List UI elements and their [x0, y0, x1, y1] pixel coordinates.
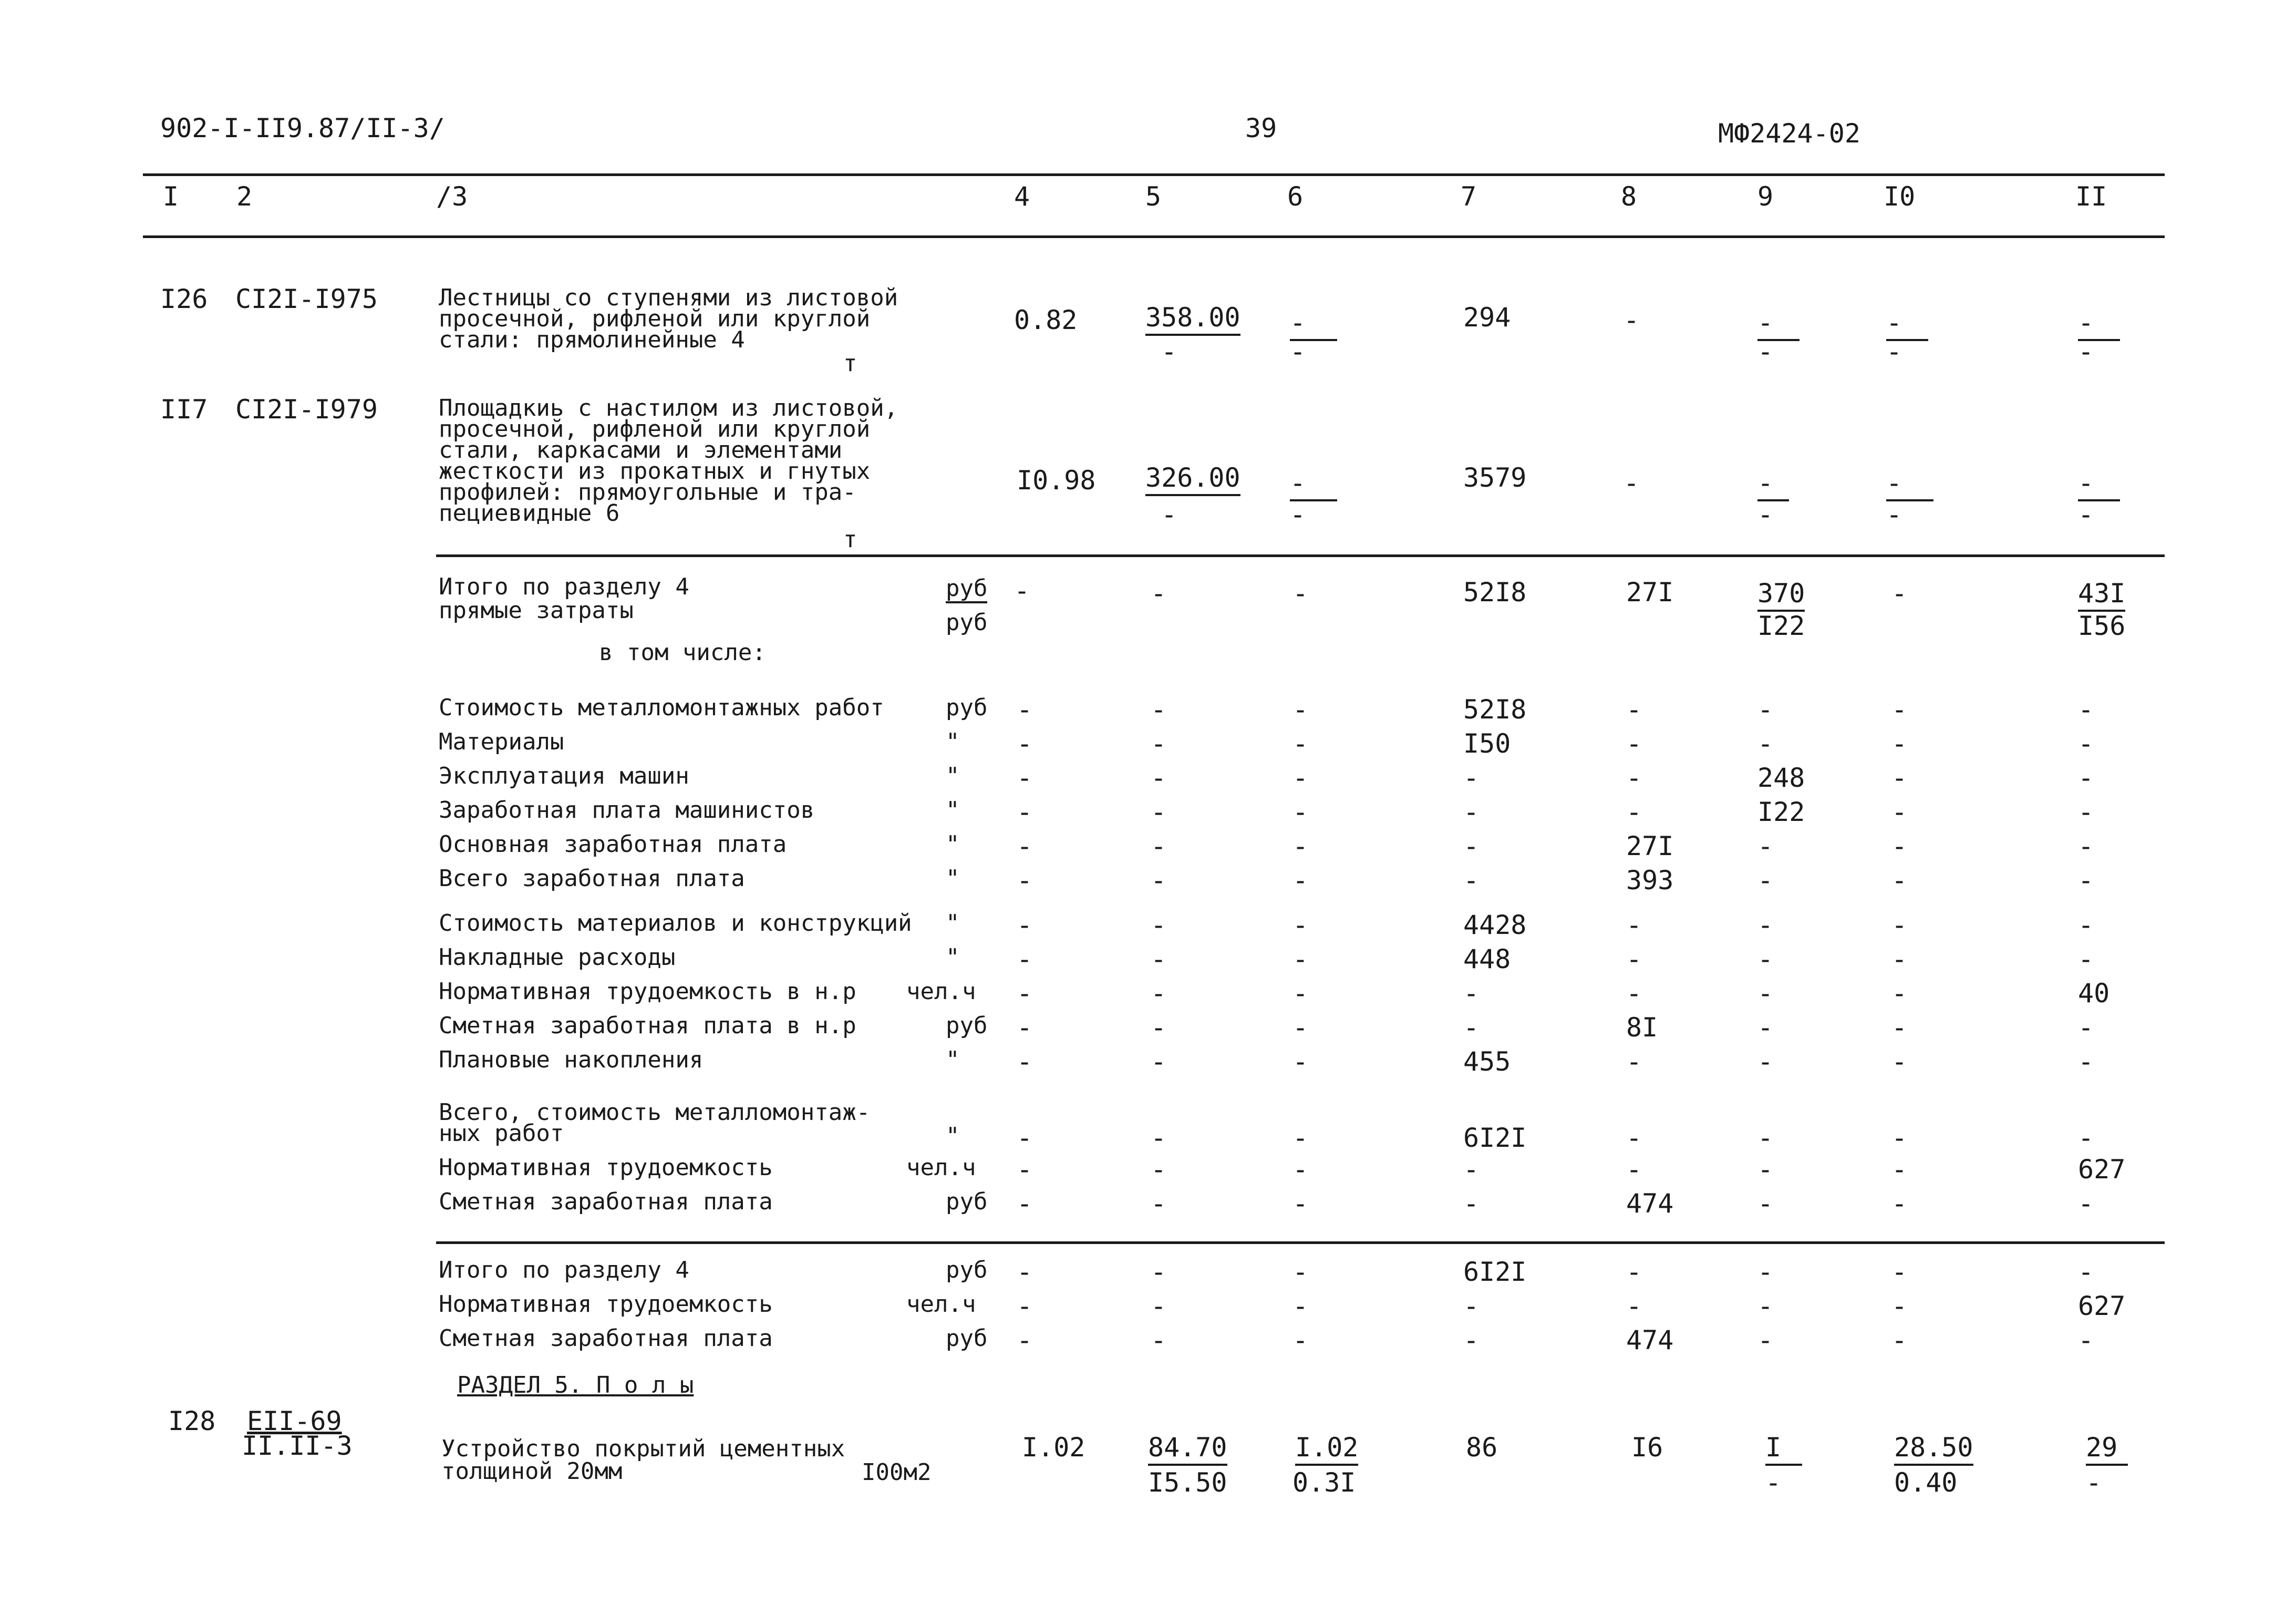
cell-c7: -	[1463, 1325, 1480, 1355]
subtotal-incl: в том числе:	[599, 639, 766, 666]
cell-c5: -	[1151, 797, 1167, 827]
cell-c9: -	[1757, 831, 1774, 861]
cell-c5: -	[1151, 1012, 1167, 1043]
cell-c9: -	[1757, 1123, 1774, 1153]
cell-c9: -	[1757, 1188, 1774, 1219]
cell-c11: 40	[2078, 978, 2110, 1009]
row-label: Стоимость металломонтажных работ	[439, 694, 884, 721]
cell-c10: -	[1891, 1325, 1908, 1355]
cell-c9: -	[1757, 1046, 1774, 1077]
cell-c10: -	[1886, 307, 1928, 341]
row-label: Заработная плата машинистов	[439, 797, 815, 824]
cell-c4: -	[1017, 978, 1033, 1009]
cell-c9: -	[1757, 910, 1774, 940]
cell-c4: -	[1017, 944, 1033, 974]
row-label: Материалы	[439, 728, 564, 755]
row-unit: руб	[946, 1012, 988, 1039]
cell-c4: I.02	[1022, 1432, 1085, 1463]
cell-c4: -	[1017, 910, 1033, 940]
cell-c11-sub: -	[2078, 336, 2094, 367]
cell-c8: -	[1626, 978, 1642, 1009]
item-description: Устройство покрытий цементных	[441, 1435, 845, 1462]
cell-c6: -	[1292, 865, 1309, 896]
cell-c7: 294	[1463, 302, 1511, 333]
cell-c6: -	[1292, 797, 1309, 827]
cell-c11: -	[2078, 307, 2120, 341]
row-unit: чел.ч	[906, 1154, 976, 1181]
cell-c6: -	[1292, 728, 1309, 759]
col-3: /3	[436, 181, 468, 212]
cell-c4: -	[1014, 575, 1030, 606]
cell-c5: -	[1151, 865, 1167, 896]
row-unit: чел.ч	[906, 978, 976, 1005]
cell-c9: -	[1757, 468, 1789, 501]
row-unit: "	[946, 831, 960, 858]
cell-c10: -	[1891, 763, 1908, 793]
cell-c8: -	[1623, 305, 1640, 335]
cell-c6: -	[1292, 978, 1309, 1009]
cell-c9: I22	[1757, 797, 1805, 827]
cell-c8: -	[1626, 1291, 1642, 1321]
cell-c10: -	[1891, 728, 1908, 759]
cell-c9-sub: -	[1757, 336, 1774, 367]
row-label: Сметная заработная плата	[439, 1188, 773, 1215]
row-label: Стоимость материалов и конструкций	[439, 910, 912, 937]
cell-c10: -	[1886, 468, 1933, 501]
cell-c11: -	[2078, 763, 2094, 793]
row-unit: руб	[946, 1188, 988, 1215]
row-label: Плановые накопления	[439, 1046, 704, 1073]
col-5: 5	[1145, 181, 1162, 212]
item-code: EII-69	[247, 1406, 342, 1436]
cell-c4: -	[1017, 763, 1033, 793]
item-unit: т	[843, 350, 857, 377]
item-number: II7	[160, 394, 208, 425]
cell-c6: -	[1292, 578, 1309, 609]
cell-c5: -	[1151, 944, 1167, 974]
cell-c9: -	[1757, 728, 1774, 759]
cell-c11-sub: I56	[2078, 611, 2126, 641]
item-description: Площадкиь с настилом из листовой,	[439, 395, 898, 422]
cell-c7: 86	[1466, 1432, 1498, 1463]
cell-c11: -	[2078, 831, 2094, 861]
cell-c6: -	[1292, 944, 1309, 974]
cell-c8: -	[1626, 1123, 1642, 1153]
cell-c6: -	[1290, 468, 1337, 501]
item-description: стали, каркасами и элементами	[439, 437, 843, 464]
row-label: Итого по разделу 4	[439, 1257, 689, 1283]
cell-c4: -	[1017, 1325, 1033, 1355]
cell-c10: -	[1891, 694, 1908, 725]
row-label: Нормативная трудоемкость	[439, 1291, 773, 1318]
item-description: просечной, рифленой или круглой	[439, 416, 871, 443]
cell-c10-sub: 0.40	[1894, 1467, 1958, 1498]
cell-c9: -	[1757, 944, 1774, 974]
cell-c9: 248	[1757, 763, 1805, 793]
item-description: толщиной 20мм	[441, 1458, 623, 1485]
cell-c7: 3579	[1463, 462, 1527, 493]
cell-c7: 52I8	[1463, 577, 1527, 608]
cell-c7: 52I8	[1463, 694, 1527, 725]
cell-c6-sub: 0.3I	[1292, 1467, 1356, 1498]
cell-c10: -	[1891, 1257, 1908, 1287]
cell-c7: -	[1463, 763, 1480, 793]
cell-c7: -	[1463, 1154, 1480, 1185]
cell-c8: -	[1626, 944, 1642, 974]
cell-c11: -	[2078, 865, 2094, 896]
cell-c10: -	[1891, 1291, 1908, 1321]
cell-c8: -	[1626, 694, 1642, 725]
row-unit: "	[946, 910, 960, 937]
cell-c11: -	[2078, 910, 2094, 940]
cell-c9: I	[1765, 1432, 1802, 1466]
row-label: Всего заработная плата	[439, 865, 745, 892]
cell-c11: -	[2078, 1188, 2094, 1219]
row-unit: руб	[946, 694, 988, 721]
cell-c11: 627	[2078, 1291, 2126, 1321]
cell-c9: -	[1757, 1325, 1774, 1355]
cell-c8: I6	[1631, 1432, 1663, 1463]
cell-c6: -	[1292, 1046, 1309, 1077]
cell-c8: 474	[1626, 1325, 1674, 1355]
item-number: I28	[168, 1406, 216, 1436]
cell-c7: 6I2I	[1463, 1123, 1527, 1153]
cell-c9: -	[1757, 1154, 1774, 1185]
item-description: Лестницы со ступенями из листовой	[439, 284, 898, 311]
page-number: 39	[1245, 113, 1277, 143]
row-label: Всего, стоимость металломонтаж-	[439, 1099, 871, 1126]
cell-c5: -	[1151, 578, 1167, 609]
table-top-rule	[143, 173, 2165, 176]
cell-c5: -	[1151, 1123, 1167, 1153]
cell-c8: -	[1626, 1046, 1642, 1077]
cell-c5: -	[1151, 1046, 1167, 1077]
cell-c6: -	[1292, 1123, 1309, 1153]
cell-c11: -	[2078, 1046, 2094, 1077]
cell-c10: -	[1891, 578, 1908, 609]
cell-c7: I50	[1463, 728, 1511, 759]
cell-c10: -	[1891, 1154, 1908, 1185]
cell-c5: -	[1151, 1257, 1167, 1287]
cell-c9-sub: -	[1757, 499, 1774, 530]
cell-c8: -	[1626, 763, 1642, 793]
cell-c8: -	[1626, 1154, 1642, 1185]
cell-c11: -	[2078, 694, 2094, 725]
cell-c11: -	[2078, 1123, 2094, 1153]
cell-c9: -	[1757, 1012, 1774, 1043]
cell-c6: -	[1292, 1154, 1309, 1185]
item-description: жесткости из прокатных и гнутых	[439, 458, 871, 485]
cell-c8: -	[1626, 1257, 1642, 1287]
item-unit: I00м2	[862, 1459, 932, 1486]
cell-c11: -	[2078, 728, 2094, 759]
cell-c11: -	[2078, 1012, 2094, 1043]
col-6: 6	[1287, 181, 1304, 212]
row-label: Накладные расходы	[439, 944, 676, 971]
cell-c7: -	[1463, 1291, 1480, 1321]
cell-c7: 455	[1463, 1046, 1511, 1077]
cell-c11-sub: -	[2086, 1467, 2102, 1498]
cell-c10-sub: -	[1886, 499, 1902, 530]
cell-c8: -	[1626, 910, 1642, 940]
subtotal-label: Итого по разделу 4	[439, 573, 689, 600]
cell-c8: -	[1626, 797, 1642, 827]
cell-c11-sub: -	[2078, 499, 2094, 530]
cell-c11: -	[2078, 1325, 2094, 1355]
cell-c10: -	[1891, 1012, 1908, 1043]
cell-c5: -	[1151, 1325, 1167, 1355]
subtotal-rule	[436, 554, 2165, 557]
cell-c6-sub: -	[1290, 499, 1306, 530]
cell-c9-sub: -	[1765, 1467, 1782, 1498]
cell-c11: -	[2078, 944, 2094, 974]
subtotal-unit: руб	[946, 577, 987, 603]
cell-c7: -	[1463, 797, 1480, 827]
cell-c4: -	[1017, 865, 1033, 896]
cell-c6: -	[1290, 307, 1337, 341]
document-code: 902-I-II9.87/II-3/	[160, 113, 445, 143]
cell-c4: -	[1017, 1012, 1033, 1043]
col-2: 2	[236, 181, 253, 212]
cell-c6: -	[1292, 1257, 1309, 1287]
col-8: 8	[1621, 181, 1637, 212]
cell-c10: -	[1891, 944, 1908, 974]
cell-c8: 27I	[1626, 577, 1674, 608]
cell-c5: 326.00	[1145, 462, 1240, 496]
row-unit: руб	[946, 1325, 988, 1352]
row-unit: "	[946, 728, 960, 755]
cell-c5: -	[1151, 1188, 1167, 1219]
cell-c10: -	[1891, 797, 1908, 827]
cell-c11: 627	[2078, 1154, 2126, 1185]
cell-c5: -	[1151, 910, 1167, 940]
row-label: Сметная заработная плата	[439, 1325, 773, 1352]
cell-c5: 84.70	[1148, 1432, 1227, 1466]
cell-c7: -	[1463, 865, 1480, 896]
cell-c6: -	[1292, 694, 1309, 725]
cell-c4: -	[1017, 797, 1033, 827]
col-9: 9	[1757, 181, 1774, 212]
document-stamp: МФ2424-02	[1718, 118, 1860, 149]
cell-c7: 6I2I	[1463, 1257, 1527, 1287]
item-description: стали: прямолинейные 4	[439, 326, 745, 353]
row-unit: "	[946, 763, 960, 789]
cell-c9: -	[1757, 1291, 1774, 1321]
cell-c9: -	[1757, 1257, 1774, 1287]
cell-c6: -	[1292, 1291, 1309, 1321]
cell-c9: 370	[1757, 578, 1805, 612]
item-code: II.II-3	[242, 1431, 353, 1461]
item-code: CI2I-I975	[235, 284, 378, 314]
cell-c4: -	[1017, 1291, 1033, 1321]
row-label: ных работ	[439, 1120, 564, 1147]
row-unit: руб	[946, 1257, 988, 1283]
cell-c4: -	[1017, 1154, 1033, 1185]
cell-c7: -	[1463, 1012, 1480, 1043]
row-unit: "	[946, 797, 960, 824]
cell-c7: -	[1463, 831, 1480, 861]
item-description: профилей: прямоугольные и тра-	[439, 479, 856, 506]
cell-c4: -	[1017, 1046, 1033, 1077]
cell-c4: -	[1017, 1257, 1033, 1287]
row-unit: "	[946, 1123, 960, 1149]
col-4: 4	[1014, 181, 1030, 212]
col-11: II	[2075, 181, 2107, 212]
item-number: I26	[160, 284, 208, 314]
cell-c6: -	[1292, 1012, 1309, 1043]
row-label: Эксплуатация машин	[439, 763, 689, 789]
row-label: Нормативная трудоемкость в н.р	[439, 978, 856, 1005]
cell-c9: -	[1757, 865, 1774, 896]
cell-c5: -	[1151, 978, 1167, 1009]
cell-c5: -	[1151, 763, 1167, 793]
cell-c6: -	[1292, 831, 1309, 861]
cell-c9: -	[1757, 307, 1799, 341]
col-7: 7	[1461, 181, 1477, 212]
cell-c8: 474	[1626, 1188, 1674, 1219]
cell-c10: -	[1891, 1188, 1908, 1219]
cell-c10-sub: -	[1886, 336, 1902, 367]
cell-c11: 43I	[2078, 578, 2125, 612]
cell-c7: 4428	[1463, 910, 1527, 940]
cell-c6: -	[1292, 910, 1309, 940]
cell-c8: 8I	[1626, 1012, 1658, 1043]
cell-c11: 29	[2086, 1432, 2128, 1466]
cell-c7: -	[1463, 978, 1480, 1009]
cell-c5-sub: -	[1161, 336, 1177, 367]
cell-c4: 0.82	[1014, 305, 1078, 335]
row-unit: "	[946, 865, 960, 892]
cell-c9-sub: I22	[1757, 611, 1805, 641]
cell-c5: -	[1151, 728, 1167, 759]
cell-c4: -	[1017, 831, 1033, 861]
cell-c10: -	[1891, 910, 1908, 940]
table-header-rule	[143, 235, 2165, 238]
cell-c6: I.02	[1295, 1432, 1358, 1466]
cell-c8: -	[1623, 468, 1640, 498]
cell-c4: -	[1017, 1188, 1033, 1219]
row-unit: чел.ч	[906, 1291, 976, 1318]
col-10: I0	[1884, 181, 1916, 212]
cell-c6: -	[1292, 763, 1309, 793]
cell-c10: 28.50	[1894, 1432, 1973, 1466]
item-code: CI2I-I979	[235, 394, 378, 425]
cell-c5: -	[1151, 694, 1167, 725]
cell-c7: 448	[1463, 944, 1511, 974]
cell-c4: I0.98	[1017, 465, 1096, 496]
cell-c5: -	[1151, 1154, 1167, 1185]
col-1: I	[163, 181, 179, 212]
cell-c9: -	[1757, 694, 1774, 725]
cell-c5-sub: -	[1161, 499, 1177, 530]
cell-c9: -	[1757, 978, 1774, 1009]
section-heading: РАЗДЕЛ 5. П о л ы	[457, 1372, 694, 1399]
cell-c10: -	[1891, 1123, 1908, 1153]
subtotal-unit: руб	[946, 609, 988, 636]
cell-c5-sub: I5.50	[1148, 1467, 1227, 1498]
item-description: просечной, рифленой или круглой	[439, 305, 871, 332]
row-label: Сметная заработная плата в н.р	[439, 1012, 856, 1039]
row-unit: "	[946, 1046, 960, 1073]
cell-c8: 27I	[1626, 831, 1674, 861]
row-label: Основная заработная плата	[439, 831, 787, 858]
cell-c5: 358.00	[1145, 302, 1240, 336]
row-unit: "	[946, 944, 960, 971]
item-description: пециевидные 6	[439, 500, 620, 527]
cell-c11: -	[2078, 797, 2094, 827]
item-unit: т	[843, 526, 857, 553]
cell-c4: -	[1017, 728, 1033, 759]
cell-c10: -	[1891, 831, 1908, 861]
cell-c6: -	[1292, 1188, 1309, 1219]
cell-c10: -	[1891, 865, 1908, 896]
cell-c10: -	[1891, 1046, 1908, 1077]
cell-c6: -	[1292, 1325, 1309, 1355]
cell-c8: 393	[1626, 865, 1674, 896]
cell-c11: -	[2078, 1257, 2094, 1287]
cell-c7: -	[1463, 1188, 1480, 1219]
cell-c4: -	[1017, 694, 1033, 725]
cell-c8: -	[1626, 728, 1642, 759]
cell-c11: -	[2078, 468, 2120, 501]
total-rule	[436, 1241, 2165, 1244]
cell-c4: -	[1017, 1123, 1033, 1153]
subtotal-label: прямые затраты	[439, 597, 634, 624]
cell-c10: -	[1891, 978, 1908, 1009]
cell-c5: -	[1151, 831, 1167, 861]
cell-c5: -	[1151, 1291, 1167, 1321]
row-label: Нормативная трудоемкость	[439, 1154, 773, 1181]
cell-c6-sub: -	[1290, 336, 1306, 367]
